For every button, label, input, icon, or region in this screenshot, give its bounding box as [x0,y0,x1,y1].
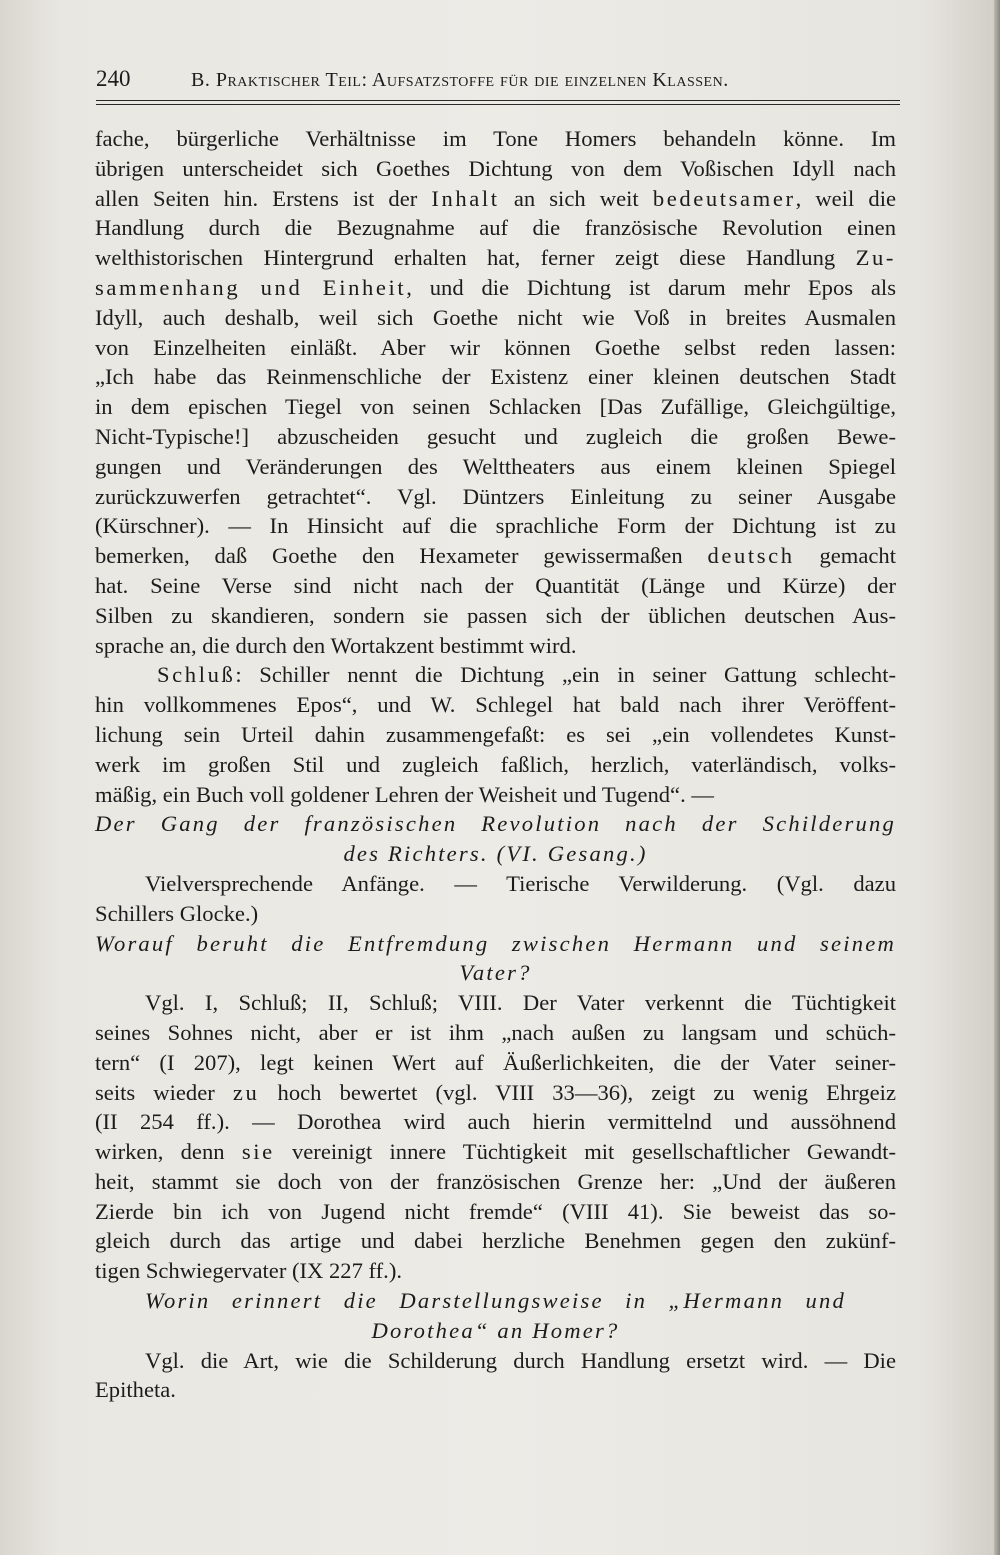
text-line: von Einzelheiten einläßt. Aber wir können Goethe selbst reden lassen: [95,334,896,360]
text-line: „Ich habe das Reinmenschliche der Existenz einer kleinen deutschen Stadt [95,364,896,390]
text-line: gleich durch das artige und dabei herzliche Benehmen gegen den zukünf- [95,1228,896,1254]
text-line: Nicht-Typische!] abzuscheiden gesucht und zugleich die großen Bewe- [95,423,896,449]
text-line: seits wieder zu hoch bewertet (vgl. VIII 33—36), zeigt zu wenig Ehrgeiz [95,1079,896,1105]
emphasis: deutsch [707,543,795,569]
text-line: heit, stammt sie doch von der französischen Grenze her: „Und der äußeren [95,1168,896,1194]
text-line: übrigen unterscheidet sich Goethes Dichtung von dem Voßischen Idyll nach [95,155,896,181]
text-line: in dem epischen Tiegel von seinen Schlacken [Das Zufällige, Gleichgültige, [95,394,896,420]
text-line: Vgl. I, Schluß; II, Schluß; VIII. Der Vater verkennt die Tüchtigkeit [145,990,896,1016]
text-line: sprache an, die durch den Wortakzent bestimmt wird. [95,632,577,658]
emphasis: sie [241,1139,275,1165]
text-line: sammenhang und Einheit, und die Dichtung ist darum mehr Epos als [95,274,896,300]
text-line: (II 254 ff.). — Dorothea wird auch hierin vermittelnd und aussöhnend [95,1109,896,1135]
text-line: bemerken, daß Goethe den Hexameter gewissermaßen deutsch gemacht [95,543,896,569]
text-line: tern“ (I 207), legt keinen Wert auf Äußerlichkeiten, die der Vater seiner- [95,1049,896,1075]
text-line: Zierde bin ich von Jugend nicht fremde“ (VIII 41). Sie beweist das so- [95,1198,896,1224]
page-edge-shadow [994,0,1000,1555]
emphasis: zu [232,1079,260,1105]
emphasis: Schluß [157,662,236,688]
page-number: 240 [96,66,131,91]
section-heading: Dorothea“ an Homer? [371,1317,620,1343]
section-heading: Der Gang der französischen Revolution nach der Schilderung [95,811,896,837]
text-line: lichung sein Urteil dahin zusammengefaßt: es sei „ein vollendetes Kunst- [95,721,896,747]
page-body [95,124,896,1405]
section-heading: Worin erinnert die Darstellungsweise in „Hermann und [145,1288,846,1314]
text-line: Vielversprechende Anfänge. — Tierische Verwilderung. (Vgl. dazu [145,870,896,896]
text-line: Handlung durch die Bezugnahme auf die französische Revolution einen [95,215,896,241]
emphasis: Zu- [855,245,896,271]
text-line: tigen Schwiegervater (IX 227 ff.). [95,1258,403,1284]
text-line: Epitheta. [95,1377,176,1403]
text-line: werk im großen Stil und zugleich faßlich, herzlich, vaterländisch, volks- [95,751,896,777]
header-rule-top [96,100,900,101]
section-heading: des Richters. (VI. Gesang.) [343,841,648,867]
text-line: zurückzuwerfen getrachtet“. Vgl. Düntzers Einleitung zu seiner Ausgabe [95,483,896,509]
text-line: allen Seiten hin. Erstens ist der Inhalt an sich weit bedeutsamer, weil die [95,185,896,211]
text-line: gungen und Veränderungen des Welttheaters aus einem kleinen Spiegel [95,453,896,479]
header-rule-bottom [96,104,900,105]
text-line: fache, bürgerliche Verhältnisse im Tone Homers behandeln könne. Im [95,126,896,151]
text-line: seines Sohnes nicht, aber er ist ihm „nach außen zu langsam und schüch- [95,1019,896,1045]
emphasis: bedeutsamer [652,185,796,211]
text-line: mäßig, ein Buch voll goldener Lehren der Weisheit und Tugend“. — [95,781,714,807]
text-line: Schluß: Schiller nennt die Dichtung „ein in seiner Gattung schlecht- [157,662,896,688]
text-line: wirken, denn sie vereinigt innere Tüchtigkeit mit gesellschaftlicher Gewandt- [95,1139,896,1165]
text-line: Schillers Glocke.) [95,900,259,926]
section-heading: Vater? [459,960,532,986]
text-line: hin vollkommenes Epos“, und W. Schlegel hat bald nach ihrer Veröffent- [95,692,896,718]
text-line: (Kürschner). — In Hinsicht auf die sprachliche Form der Dichtung ist zu [95,513,896,539]
running-title: B. Praktischer Teil: Aufsatzstoffe für die einzelnen Klassen. [191,69,729,91]
text-line: hat. Seine Verse sind nicht nach der Quantität (Länge und Kürze) der [95,572,896,598]
text-line: Idyll, auch deshalb, weil sich Goethe nicht wie Voß in breites Ausmalen [95,304,896,330]
text-line: Vgl. die Art, wie die Schilderung durch Handlung ersetzt wird. — Die [145,1347,896,1373]
section-heading: Worauf beruht die Entfremdung zwischen Hermann und seinem [95,930,896,956]
page-header [96,66,896,92]
emphasis: Inhalt [431,185,500,211]
text-line: welthistorischen Hintergrund erhalten hat, ferner zeigt diese Handlung Zu- [95,245,896,271]
emphasis: sammenhang und Einheit [95,274,407,300]
text-line: Silben zu skandieren, sondern sie passen sich der üblichen deutschen Aus- [95,602,896,628]
